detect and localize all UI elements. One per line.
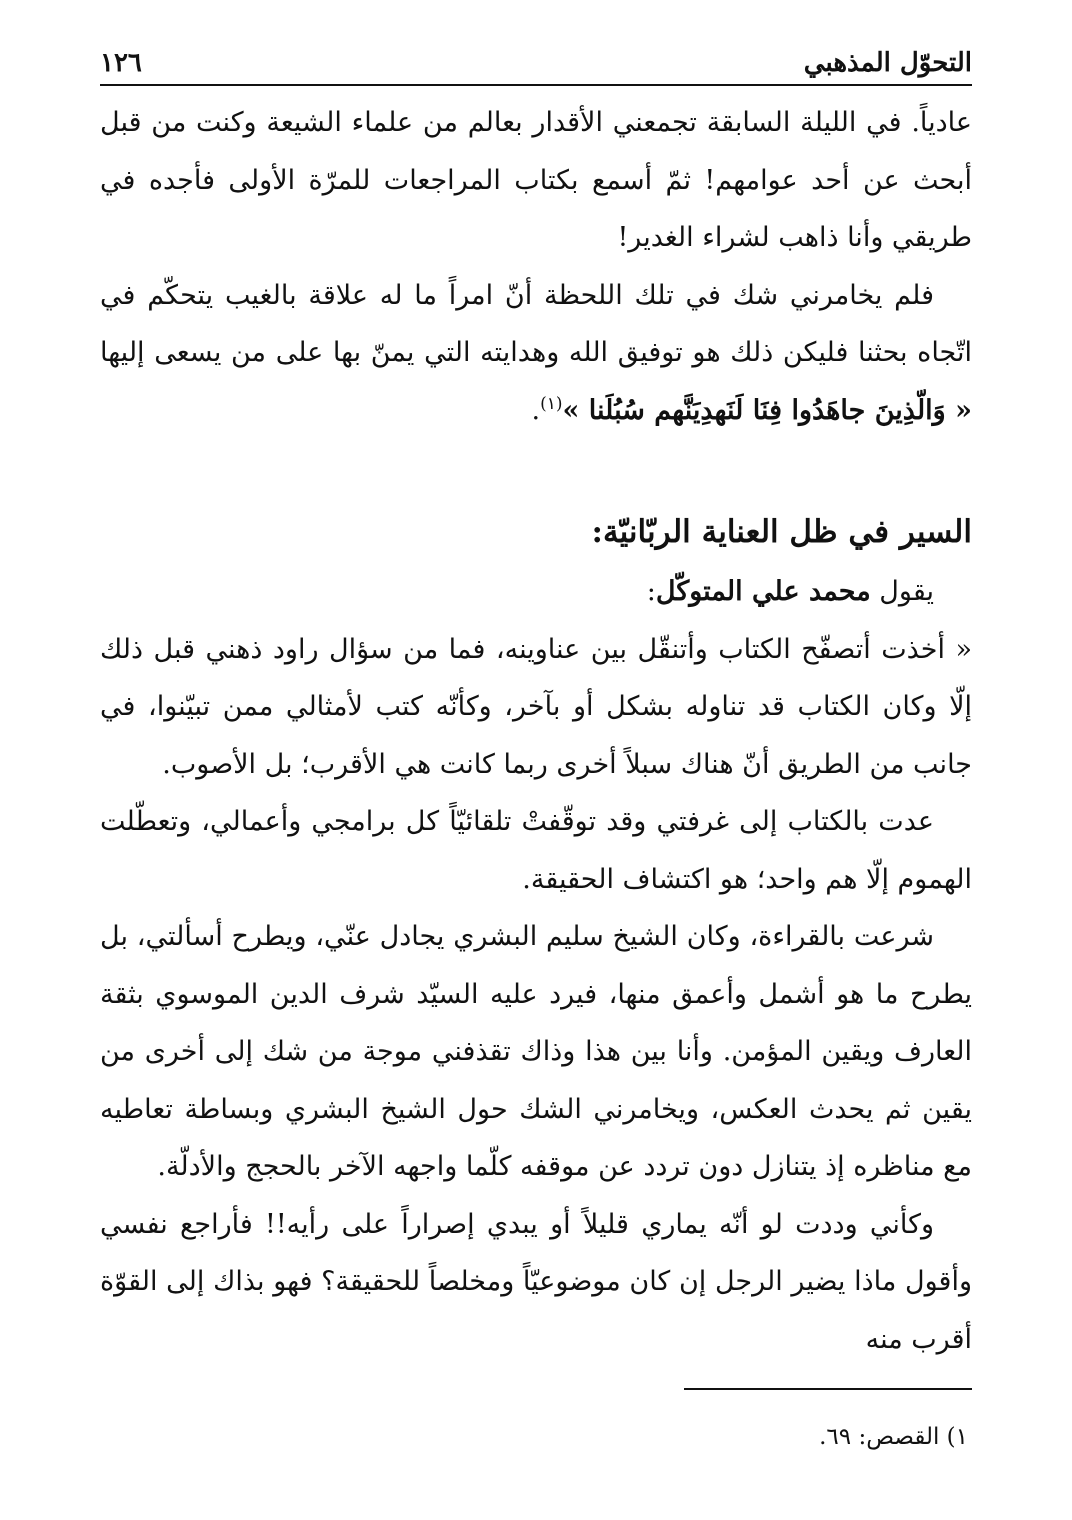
section-heading: السير في ظل العناية الربّانيّة:: [591, 514, 972, 550]
footnote-1: ١) القصص: ٦٩.: [819, 1424, 968, 1450]
paragraph-5: شرعت بالقراءة، وكان الشيخ سليم البشري يجادل عنّي، ويطرح أسألتي، بل يطرح ما هو أشمل وأعمق منها، فيرد عليه السيّد شرف الدين الموسوي بثقة العارف ويقين المؤمن. وأنا بين هذا وذاك تقذفني موجة من شك إلى أخرى من يقين ثم يحدث العكس، ويخامرني الشك حول الشيخ البشري وبساطة تعاطيه مع مناظره إذ يتنازل دون تردد عن موقفه كلّما واجهه الآخر بالحجج والأدلّة.: [100, 921, 972, 1182]
speaker-suffix: :: [646, 576, 656, 607]
paragraph-2-text: فلم يخامرني شك في تلك اللحظة أنّ امراً ما له علاقة بالغيب يتحكّم في اتّجاه بحثنا فليكن ذلك هو توفيق الله وهدايته التي يمنّ بها على من يسعى إليها: [100, 279, 972, 368]
speaker-line: [100, 563, 972, 621]
running-title: التحوّل المذهبي: [803, 48, 972, 78]
paragraph-4: عدت بالكتاب إلى غرفتي وقد توقّفتْ تلقائيّاً كل برامجي وأعمالي، وتعطّلت الهموم إلّا هم واحد؛ هو اكتشاف الحقيقة.: [100, 806, 972, 895]
paragraph-3: « أخذت أتصفّح الكتاب وأتنقّل بين عناوينه، فما من سؤال راود ذهني قبل ذلك إلّا وكان الكتاب قد تناوله بشكل أو بآخر، وكأنّه كتب لأمثالي ممن تبيّنوا، في جانب من الطريق أنّ هناك سبلاً أخرى ربما كانت هي الأقرب؛ بل الأصوب.: [100, 633, 972, 780]
paragraph-1: عادياً. في الليلة السابقة تجمعني الأقدار بعالم من علماء الشيعة وكنت من قبل أبحث عن أحد عوامهم! ثمّ أسمع بكتاب المراجعات للمرّة الأولى فأجده في طريقي وأنا ذاهب لشراء الغدير!: [100, 107, 972, 253]
footnote-divider: [684, 1388, 972, 1390]
body-text: [100, 94, 972, 1368]
quran-verse: « وَالّذِينَ جاهَدُوا فِنَا لَنَهدِيَنَّهم سُبُلَنا »: [562, 394, 972, 426]
speaker-prefix: يقول: [879, 576, 934, 607]
paragraph-2-end: .: [531, 394, 541, 426]
footnote-reference: (١): [540, 393, 563, 414]
paragraph-2: [100, 267, 972, 440]
section-gap: [100, 439, 972, 501]
speaker-name: محمد علي المتوكّل: [655, 576, 871, 607]
page-number: ١٢٦: [100, 48, 142, 78]
running-header: [100, 34, 972, 86]
paragraph-6: وكأني وددت لو أنّه يماري قليلاً أو يبدي إصراراً على رأيه!! فأراجع نفسي وأقول ماذا يضير الرجل إن كان موضوعيّاً ومخلصاً للحقيقة؟ فهو بذاك إلى القوّة أقرب منه: [100, 1208, 972, 1355]
